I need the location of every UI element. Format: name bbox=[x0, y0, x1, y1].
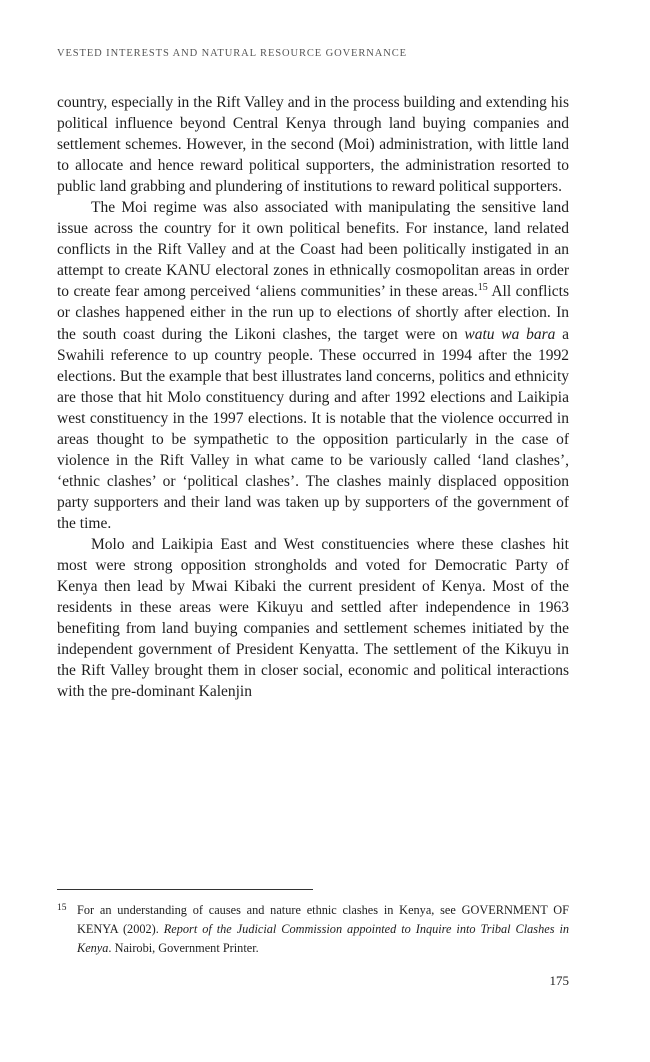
paragraph-2-start: The Moi regime was also associated with manipulating the sensitive land issue across the country for it own political benefits. For instance, land related conflicts in the Rift Valley and at the Coast had been politically instigated in an attempt to create KANU electoral zones in ethnically cosmopolitan areas in order to create fear among perceived ‘aliens communities’ in these areas. bbox=[57, 199, 569, 301]
paragraph-2-end: a Swahili reference to up country people. These occurred in 1994 after the 1992 elections. But the example that best illustrates land concerns, politics and ethnicity are those that hit Molo constituency during and after 1992 elections and Laikipia west constituency in the 1997 elections. It is notable that the violence occurred in areas thought to be sympathetic to the opposition particularly in the case of violence in the Rift Valley in what came to be variously called ‘land clashes’, ‘ethnic clashes’ or ‘political clashes’. The clashes mainly displaced opposition party supporters and their land was taken up by supporters of the government of the time. bbox=[57, 325, 570, 532]
footnote-text-end: . Nairobi, Government Printer. bbox=[108, 941, 259, 955]
book-page bbox=[57, 0, 569, 1062]
swahili-phrase: watu wa bara bbox=[464, 325, 556, 343]
footnote-title: Report of the Judicial Commission appointed to Inquire into Tribal Clashes in Kenya bbox=[77, 922, 570, 955]
footnote-number: 15 bbox=[57, 903, 67, 913]
paragraph-1: country, especially in the Rift Valley and in the process building and extending his political influence beyond Central Kenya through land buying companies and settlement schemes. However, in the second (Moi) administration, with little land to allocate and hence reward political supporters, the administration resorted to public land grabbing and plundering of institutions to reward political supporters. bbox=[57, 94, 569, 196]
paragraph-3: Molo and Laikipia East and West constituencies where these clashes hit most were strong opposition strongholds and voted for Democratic Party of Kenya then lead by Mwai Kibaki the current president of Kenya. Most of the residents in these areas were Kikuyu and settled after independence in 1963 benefiting from land buying companies and settlement schemes initiated by the independent government of President Kenyatta. The settlement of the Kikuyu in the Rift Valley brought them in closer social, economic and political interactions with the pre-dominant Kalenjin bbox=[57, 535, 569, 701]
body-text bbox=[57, 92, 569, 702]
footnote-reference: 15 bbox=[477, 282, 488, 294]
footnote-rule bbox=[57, 889, 313, 890]
paragraph-2-middle: All conflicts or clashes happened either in the run up to elections of shortly after election. In the south coast during the Likoni clashes, the target were on bbox=[57, 283, 570, 343]
footnote-text bbox=[77, 901, 569, 958]
page-number: 175 bbox=[549, 973, 569, 988]
paragraph-2 bbox=[57, 197, 569, 534]
footnote bbox=[57, 901, 569, 958]
footnote-text-start: For an understanding of causes and nature ethnic clashes in Kenya, see GOVERNMENT OF KENYA (2002). bbox=[77, 903, 569, 936]
running-head: VESTED INTERESTS AND NATURAL RESOURCE GOVERNANCE bbox=[57, 48, 407, 59]
